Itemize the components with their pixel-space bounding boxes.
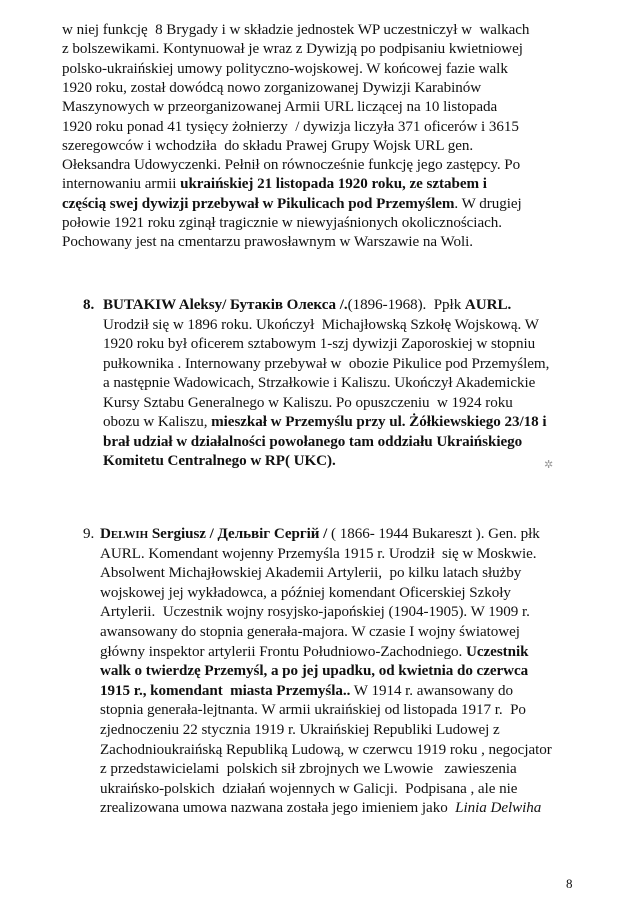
entry-9-line [100, 603, 530, 621]
entry-9-line [100, 741, 552, 759]
entry-8-line [103, 316, 539, 334]
text-run: W 1914 r. awansowany do [350, 682, 513, 699]
entry-9-line [100, 799, 541, 817]
text-run: polsko-ukraińskiej umowy polityczno-wojskowej. W końcowej fazie walk [62, 60, 508, 77]
text-run: Absolwent Michajłowskiej Akademii Artylerii, po kilku latach służby [100, 565, 522, 582]
text-run: stopnia generała-lejtnanta. W armii ukraińskiej od listopada 1917 r. Po [100, 702, 526, 719]
entry-8-line [103, 355, 549, 373]
text-run: połowie 1921 roku zginął tragicznie w niewyjaśnionych okolicznościach. [62, 215, 502, 231]
paragraph-7-line [62, 175, 487, 193]
text-run: brał udział w działalności powołanego tam oddziału Ukraińskiego [103, 433, 523, 450]
entry-8-line [103, 433, 522, 451]
paragraph-7-line [62, 98, 497, 116]
entry-9-line [100, 584, 511, 602]
text-run: z przedstawicielami polskich sił zbrojnych we Lwowie zawieszenia [100, 761, 517, 778]
text-run: 1920 roku ponad 41 tysięcy żołnierzy / dywizja liczyła 371 oficerów i 3615 [62, 118, 519, 135]
text-run: (1896-1968). Ppłk [347, 297, 465, 313]
text-run: . W drugiej [454, 195, 522, 212]
paragraph-7-line [62, 214, 502, 232]
paragraph-7-line [62, 233, 473, 251]
entry-8-line [103, 296, 511, 314]
paragraph-7-line [62, 79, 481, 97]
entry-9-line [100, 682, 513, 700]
text-run: awansowany do stopnia generała-majora. W czasie I wojny światowej [100, 624, 520, 640]
text-run: 1920 roku był oficerem sztabowym 1-szj dywizji Zaporoskiej w stopniu [103, 336, 536, 352]
entry-9-line [100, 701, 526, 719]
text-run: Delwih [100, 526, 149, 542]
scan-mark: ✲ [544, 459, 554, 471]
text-run: mieszkał w Przemyślu przy ul. Żółkiewskiego 23/18 i [211, 414, 547, 430]
entry-9-number: 9. [83, 526, 95, 542]
entry-8-line [103, 374, 535, 392]
text-run: główny inspektor artylerii Frontu Południowo-Zachodniego. [100, 643, 467, 660]
paragraph-7-line [62, 21, 529, 39]
text-run: Ołeksandra Udowyczenki. Pełnił on równocześnie funkcję jego zastępcy. Po [62, 157, 521, 174]
text-run: pułkownika . Internowany przebywał w obozie Pikulice pod Przemyślem, [103, 355, 550, 372]
text-run: a następnie Wadowicach, Strzałkowie i Kaliszu. Ukończył Akademickie [103, 375, 536, 391]
text-run: Linia Delwiha [455, 800, 542, 817]
entry-9-line [100, 760, 517, 778]
entry-9-line [100, 643, 528, 661]
entry-8-number: 8. [83, 297, 95, 313]
paragraph-7-line [62, 137, 473, 155]
text-run: Komitetu Centralnego w RP( UKC). [103, 453, 336, 469]
text-run: częścią swej dywizji przebywał w Pikulicach pod Przemyślem [62, 195, 455, 212]
text-run: Sergiusz / Дельвіг Сергій / [148, 526, 328, 542]
entry-9-line [100, 780, 517, 798]
entry-9-line [100, 545, 537, 563]
text-run: szeregowców i wchodziła do składu Prawej Grupy Wojsk URL gen. [62, 137, 474, 154]
text-run: Kursy Sztabu Generalnego w Kaliszu. Po opuszczeniu w 1924 roku [103, 394, 513, 411]
text-run: Pochowany jest na cmentarzu prawosławnym w Warszawie na Woli. [62, 234, 474, 251]
text-run: w niej funkcję 8 Brygady i w składzie jednostek WP uczestniczył w walkach [62, 22, 530, 38]
text-run: z bolszewikami. Kontynuował je wraz z Dywizją po podpisaniu kwietniowej [62, 41, 523, 58]
text-run: AURL. [464, 297, 512, 313]
page-number: 8 [566, 876, 573, 891]
text-run: 1915 r., komendant miasta Przemyśla.. [100, 682, 351, 699]
entry-9-line [100, 564, 521, 582]
text-run: zjednoczeniu 22 stycznia 1919 r. Ukraińskiej Republiki Ludowej z [100, 722, 500, 738]
entry-9-line [100, 525, 540, 543]
text-run: 1920 roku, został dowódcą nowo zorganizowanej Dywizji Karabinów [62, 79, 482, 96]
entry-9-line [100, 721, 500, 739]
text-run: Zachodnioukraińską Republiką Ludową, w czerwcu 1919 roku , negocjator [100, 741, 552, 758]
entry-8-line [103, 452, 336, 470]
entry-8-line [103, 413, 547, 431]
text-run: zrealizowana umowa nazwana została jego imieniem jako [100, 800, 456, 817]
text-run: Uczestnik [466, 643, 529, 660]
entry-8-line [103, 335, 535, 353]
text-run: ukraińskiej 21 listopada 1920 roku, ze sztabem i [180, 176, 487, 193]
text-run: ( 1866- 1944 Bukareszt ). Gen. płk [327, 526, 540, 542]
paragraph-7-line [62, 40, 523, 58]
entry-9-line [100, 662, 528, 680]
entry-8-line [103, 394, 513, 412]
text-run: walk o twierdzę Przemyśl, a po jej upadku, od kwietnia do czerwca [100, 663, 529, 680]
text-run: obozu w Kaliszu, [103, 414, 212, 430]
text-run: internowaniu armii [62, 176, 181, 193]
paragraph-7-line [62, 156, 520, 174]
paragraph-7-line [62, 60, 508, 78]
text-run: BUTAKIW Aleksy/ Бутаків Олекса /. [103, 297, 348, 313]
paragraph-7-line [62, 195, 522, 213]
paragraph-7-line [62, 118, 519, 136]
text-run: ukraińsko-polskich działań wojennych w Galicji. Podpisana , ale nie [100, 780, 518, 797]
text-run: AURL. Komendant wojenny Przemyśla 1915 r. Urodził się w Moskwie. [100, 545, 537, 562]
text-run: wojskowej jej wykładowca, a później komendant Oficerskiej Szkoły [100, 584, 511, 601]
text-run: Artylerii. Uczestnik wojny rosyjsko-japońskiej (1904-1905). W 1909 r. [100, 604, 530, 621]
text-run: Maszynowych w przeorganizowanej Armii URL liczącej na 10 listopada [62, 99, 498, 116]
text-run: Urodził się w 1896 roku. Ukończył Michajłowską Szkołę Wojskową. W [103, 316, 539, 333]
entry-9-line [100, 623, 520, 641]
